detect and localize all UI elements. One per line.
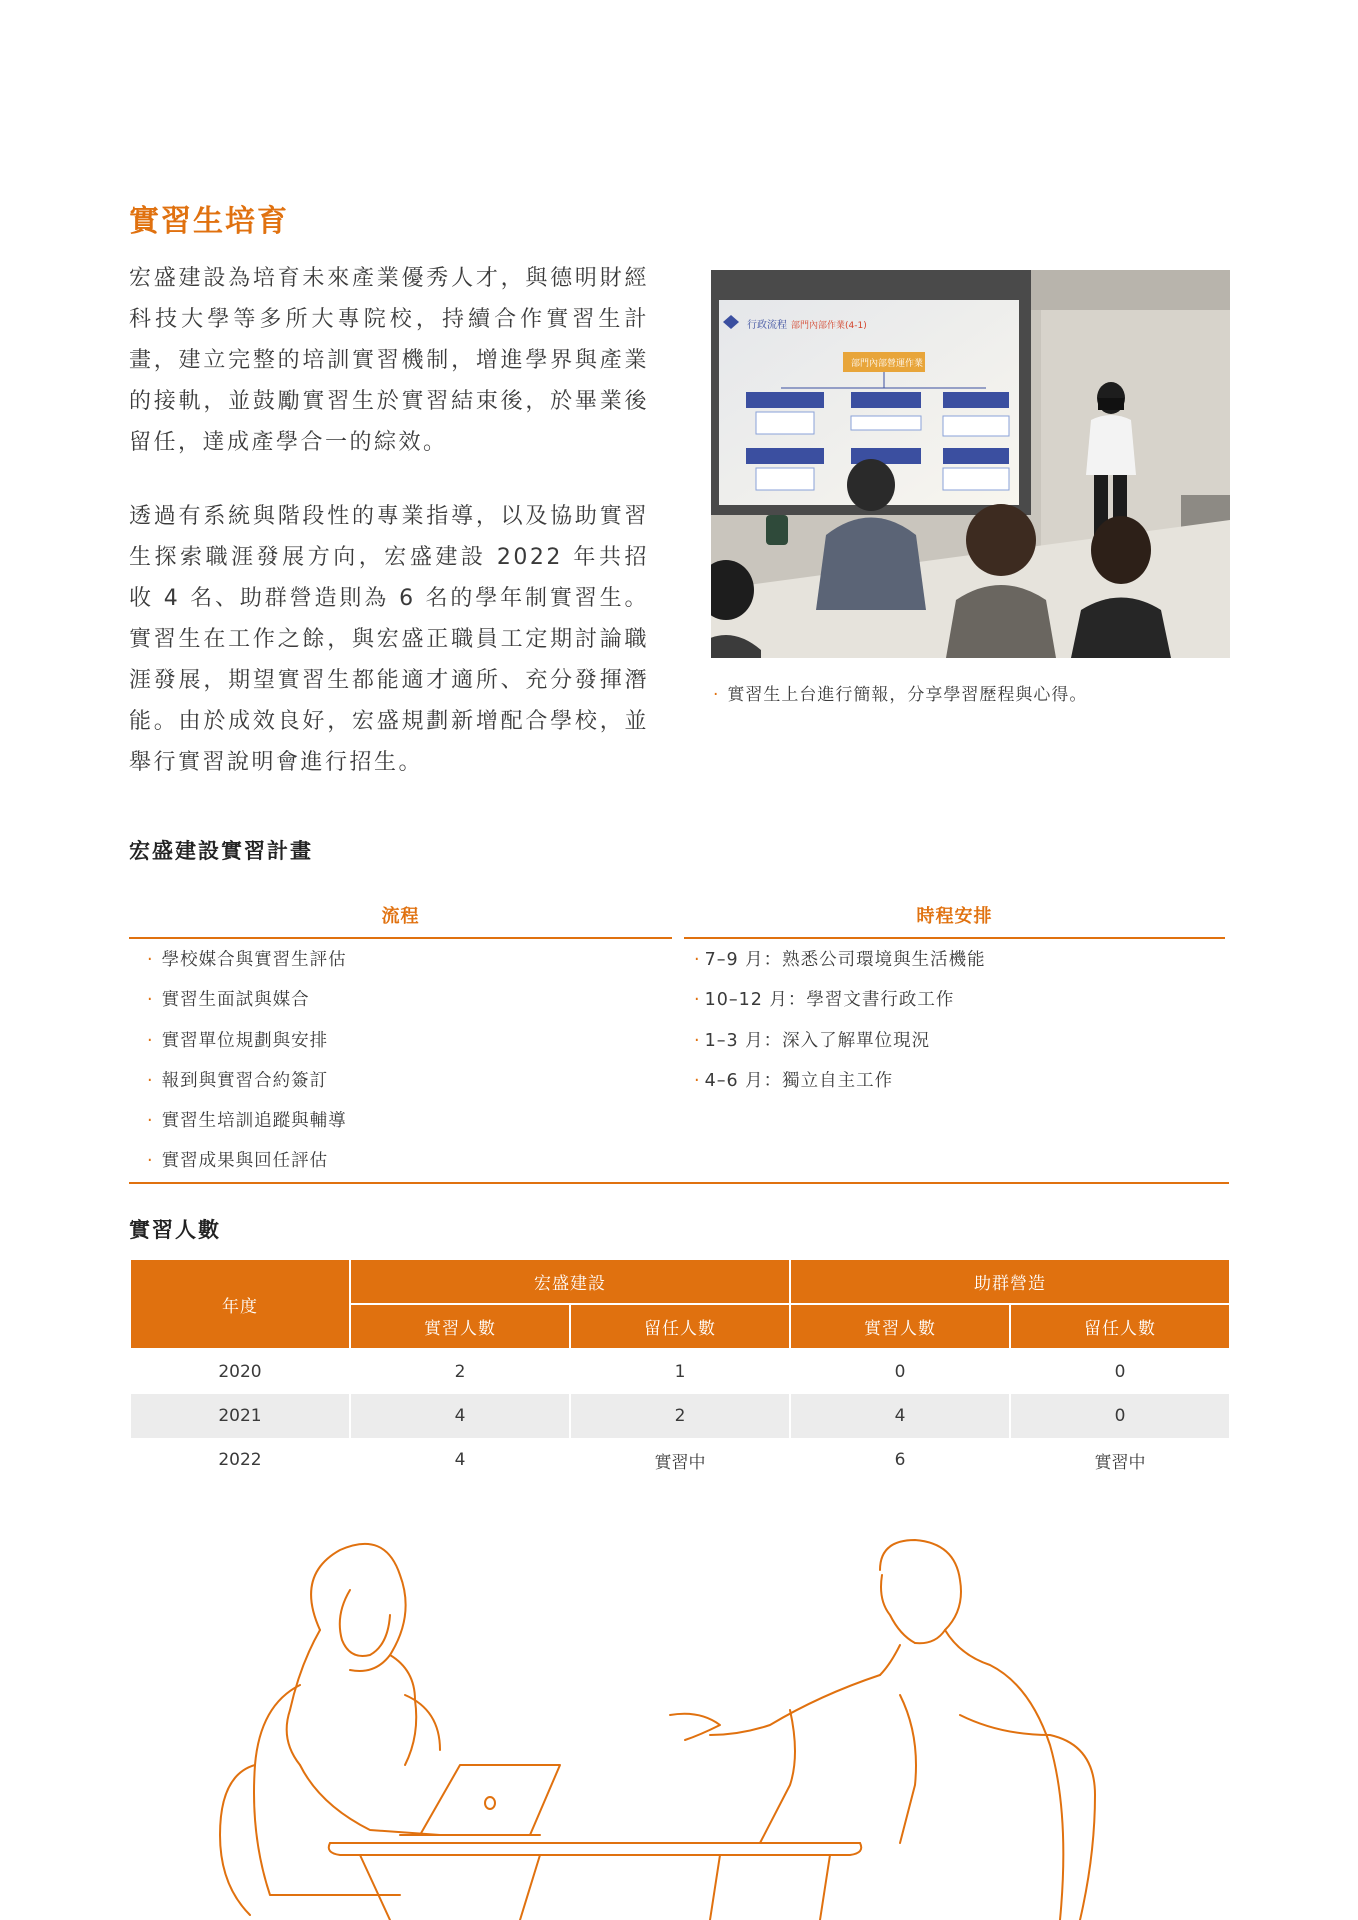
bullet-icon: ·: [147, 1070, 154, 1091]
bullet-icon: ·: [147, 1151, 154, 1172]
plan-title: 宏盛建設實習計畫: [129, 839, 313, 863]
bullet-icon: ·: [147, 990, 154, 1011]
section-title: 實習生培育: [129, 204, 289, 239]
caption-text: 實習生上台進行簡報，分享學習歷程與心得。: [727, 685, 1088, 705]
list-item: · 10–12 月：學習文書行政工作: [694, 990, 955, 1011]
process-header: 流程: [381, 906, 420, 927]
bullet-icon: ·: [147, 950, 154, 970]
plan-bottom-divider: [129, 1182, 1229, 1184]
list-item: · 實習單位規劃與安排: [147, 1030, 329, 1051]
company-a-header: 宏盛建設: [350, 1259, 790, 1304]
list-item: · 實習成果與回任評估: [147, 1151, 329, 1172]
list-item: · 4–6 月：獨立自主工作: [694, 1070, 894, 1091]
intern-count-title: 實習人數: [129, 1218, 221, 1242]
bullet-icon: ·: [694, 990, 701, 1011]
bullet-icon: ·: [713, 685, 720, 705]
list-item: · 實習生面試與媒合: [147, 990, 310, 1011]
slide-title: 行政流程: [747, 320, 787, 331]
list-item: · 報到與實習合約簽訂: [147, 1070, 329, 1091]
bullet-icon: ·: [694, 1070, 701, 1091]
table-row: 2022 4 實習中 6 實習中: [130, 1438, 1230, 1482]
list-item: · 7–9 月：熟悉公司環境與生活機能: [694, 950, 986, 970]
process-list: [147, 940, 347, 1182]
bullet-icon: ·: [147, 1111, 154, 1132]
list-item: · 學校媒合與實習生評估: [147, 950, 347, 970]
schedule-header: 時程安排: [916, 906, 993, 927]
slide-subtitle: 部門內部作業(4-1): [791, 321, 867, 331]
company-b-header: 助群營造: [790, 1259, 1230, 1304]
slide-center-box: 部門內部營運作業: [851, 359, 924, 369]
a-intern-header: 實習人數: [350, 1304, 570, 1349]
process-header-divider: [129, 937, 672, 939]
intern-count-table: [129, 1258, 1231, 1482]
schedule-list: [694, 940, 986, 1101]
list-item: · 1–3 月：深入了解單位現況: [694, 1030, 931, 1051]
table-row: 2020 2 1 0 0: [130, 1349, 1230, 1394]
intro-paragraph-1: 宏盛建設為培育未來產業優秀人才，與德明財經科技大學等多所大專院校，持續合作實習生計畫，建立完整的培訓實習機制，增進學界與產業的接軌，並鼓勵實習生於實習結束後，於畢業後留任，達成產學合一的綜效。: [129, 266, 649, 455]
presentation-photo: [711, 270, 1230, 658]
interview-illustration: [200, 1535, 1120, 1920]
b-retain-header: 留任人數: [1010, 1304, 1230, 1349]
bullet-icon: ·: [694, 1030, 701, 1051]
schedule-header-divider: [684, 937, 1225, 939]
year-header: 年度: [130, 1259, 350, 1349]
intro-paragraph-2: 透過有系統與階段性的專業指導，以及協助實習生探索職涯發展方向，宏盛建設 2022 年共招收 4 名、助群營造則為 6 名的學年制實習生。實習生在工作之餘，與宏盛正職員工定期討論職涯發展，期望實習生都能適才適所、充分發揮潛能。由於成效良好，宏盛規劃新增配合學校，並舉行實習說明會進行招生。: [129, 504, 649, 775]
a-retain-header: 留任人數: [570, 1304, 790, 1349]
b-intern-header: 實習人數: [790, 1304, 1010, 1349]
bullet-icon: ·: [694, 950, 701, 970]
list-item: · 實習生培訓追蹤與輔導: [147, 1111, 347, 1132]
photo-caption: [713, 680, 1087, 705]
bullet-icon: ·: [147, 1030, 154, 1051]
table-row: 2021 4 2 4 0: [130, 1394, 1230, 1438]
